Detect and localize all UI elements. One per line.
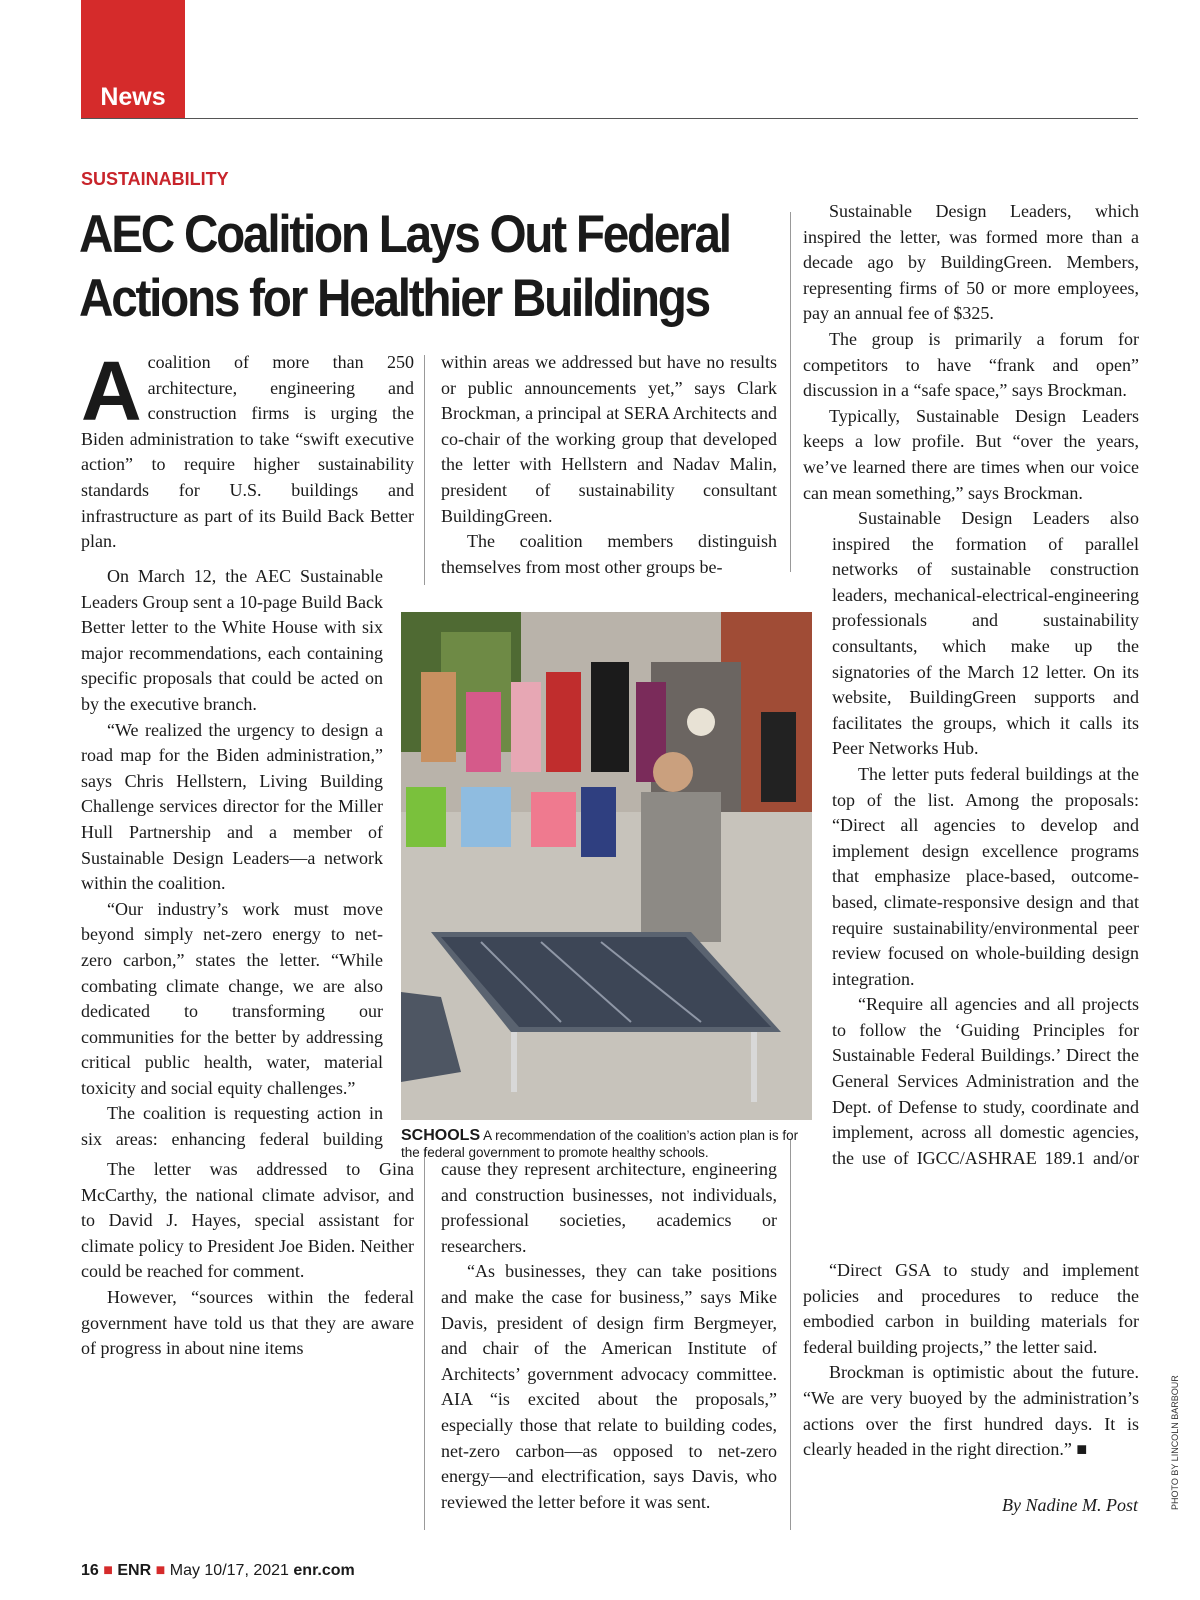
column-rule — [424, 355, 425, 585]
column-rule — [424, 1150, 425, 1530]
paragraph: On March 12, the AEC Sustainable Leaders Group sent a 10-page Build Back Better letter to the White House with six major recommendations, each containing specific proposals that could be acted on by the executive branch. — [81, 566, 383, 714]
photo-credit: PHOTO BY LINCOLN BARBOUR — [1170, 1375, 1180, 1510]
headline-line-2: Actions for Healthier Buildings — [79, 269, 709, 328]
lead-paragraph: Acoalition of more than 250 architecture, engineering and construction firms is urging the Biden administration to take “swift executive action” to require higher sustainability standards for U.S. buildings and infrastructure as part of its Build Back Better plan. — [81, 344, 414, 552]
page-number: 16 — [81, 1562, 99, 1579]
column-2-top — [441, 350, 777, 580]
publication-name: ENR — [117, 1562, 152, 1579]
news-section-tab — [81, 0, 185, 118]
paragraph: “We realized the urgency to design a road map for the Biden administration,” says Chris Hellstern, Living Building Challenge services director for the Miller Hull Partnership and a member of Sustainable Design Leaders—a network within the coalition. — [81, 719, 383, 894]
headline-line-1: AEC Coalition Lays Out Federal — [79, 205, 730, 264]
top-rule — [81, 118, 1138, 119]
caption-label: SCHOOLS — [401, 1127, 481, 1144]
paragraph: However, “sources within the federal government have told us that they are aware of progress in about nine items — [81, 1286, 414, 1359]
column-2-bottom — [441, 1157, 777, 1515]
schools-photo — [401, 612, 812, 1120]
section-label: SUSTAINABILITY — [81, 169, 229, 189]
website: enr.com — [293, 1562, 355, 1579]
column-rule — [790, 212, 791, 572]
paragraph: The letter puts federal buildings at the top of the list. Among the proposals: “Direct all agencies to develop and implement design excellence programs that emphasize place-based, outcome-based, climate-responsive design and that require sustainability/environmental peer review focused on whole-building design integration. — [832, 763, 1139, 989]
paragraph: The group is primarily a forum for competitors to have “frank and open” discussion in a “safe space,” says Brockman. — [803, 328, 1139, 401]
separator-icon: ■ — [155, 1562, 166, 1579]
separator-icon: ■ — [103, 1562, 113, 1579]
paragraph: “Require all agencies and all projects to follow the ‘Guiding Principles for Sustainable Federal Buildings.’ Direct the General Services Administration and the Dept. of Defense to study, coordinate and implement, across all domestic agencies, the use of IGCC/ASHRAE 189.1 and/or — [832, 994, 1139, 1168]
headline — [79, 203, 730, 331]
paragraph: “Direct GSA to study and implement policies and procedures to reduce the embodied carbon in building materials for federal building projects,” the letter said. — [803, 1260, 1139, 1357]
column-1-bottom — [81, 1157, 414, 1362]
paragraph: “Our industry’s work must move beyond simply net-zero energy to net-zero carbon,” states the letter. “While combating climate change, we are also dedicated to transforming our communities for the better by addressing critical public health, water, material toxicity and social equity challenges.” — [81, 898, 383, 1098]
dropcap: A — [81, 344, 142, 438]
news-tab-label: News — [100, 83, 166, 111]
column-1-top — [81, 344, 414, 555]
paragraph: The coalition is requesting action in six areas: enhancing federal building — [81, 1103, 383, 1150]
paragraph: Sustainable Design Leaders also inspired the formation of parallel networks of sustainable construction leaders, mechanical-electrical-engineering professionals and sustainability consultants, which make up the signatories of the March 12 letter. On its website, BuildingGreen supports and facilitates the groups, which it calls its Peer Networks Hub. — [832, 508, 1139, 759]
caption-text: A recommendation of the coalition’s action plan is for the federal government to promote healthy schools. — [401, 1128, 799, 1160]
paragraph: within areas we addressed but have no results or public announcements yet,” says Clark Brockman, a principal at SERA Architects and co-chair of the working group that developed the letter with Hellstern and Nadav Malin, president of sustainability consultant BuildingGreen. — [441, 352, 777, 526]
column-3-bottom — [803, 1258, 1139, 1463]
paragraph: Brockman is optimistic about the future. “We are very buoyed by the administration’s actions over the first hundred days. It is clearly headed in the right direction.” ■ — [803, 1362, 1139, 1460]
paragraph: Typically, Sustainable Design Leaders keeps a low profile. But “over the years, we’ve learned there are times when our voice can mean something,” says Brockman. — [803, 405, 1139, 503]
paragraph: cause they represent architecture, engineering and construction businesses, not individuals, professional societies, academics or researchers. — [441, 1159, 777, 1256]
column-3-top — [803, 199, 1139, 506]
page-footer — [81, 1562, 355, 1580]
issue-date: May 10/17, 2021 — [169, 1562, 289, 1579]
column-1-middle — [81, 564, 383, 1153]
photo-caption — [401, 1127, 806, 1161]
paragraph: The coalition members distinguish themselves from most other groups be- — [441, 531, 777, 577]
column-3-middle — [832, 506, 1139, 1172]
byline: By Nadine M. Post — [1002, 1495, 1138, 1515]
paragraph: The letter was addressed to Gina McCarthy, the national climate advisor, and to David J. Hayes, special assistant for climate policy to President Joe Biden. Neither could be reached for comment. — [81, 1159, 414, 1282]
column-rule — [790, 1140, 791, 1530]
paragraph: “As businesses, they can take positions and make the case for business,” says Mike Davis, president of design firm Bergmeyer, and chair of the American Institute of Architects’ government advocacy committee. AIA “is excited about the proposals,” especially those that relate to building codes, net-zero carbon—as opposed to net-zero energy—and electrification, says Davis, who reviewed the letter before it was sent. — [441, 1261, 777, 1512]
paragraph: Sustainable Design Leaders, which inspired the letter, was formed more than a decade ago by BuildingGreen. Members, representing firms of 50 or more employees, pay an annual fee of $325. — [803, 201, 1139, 324]
